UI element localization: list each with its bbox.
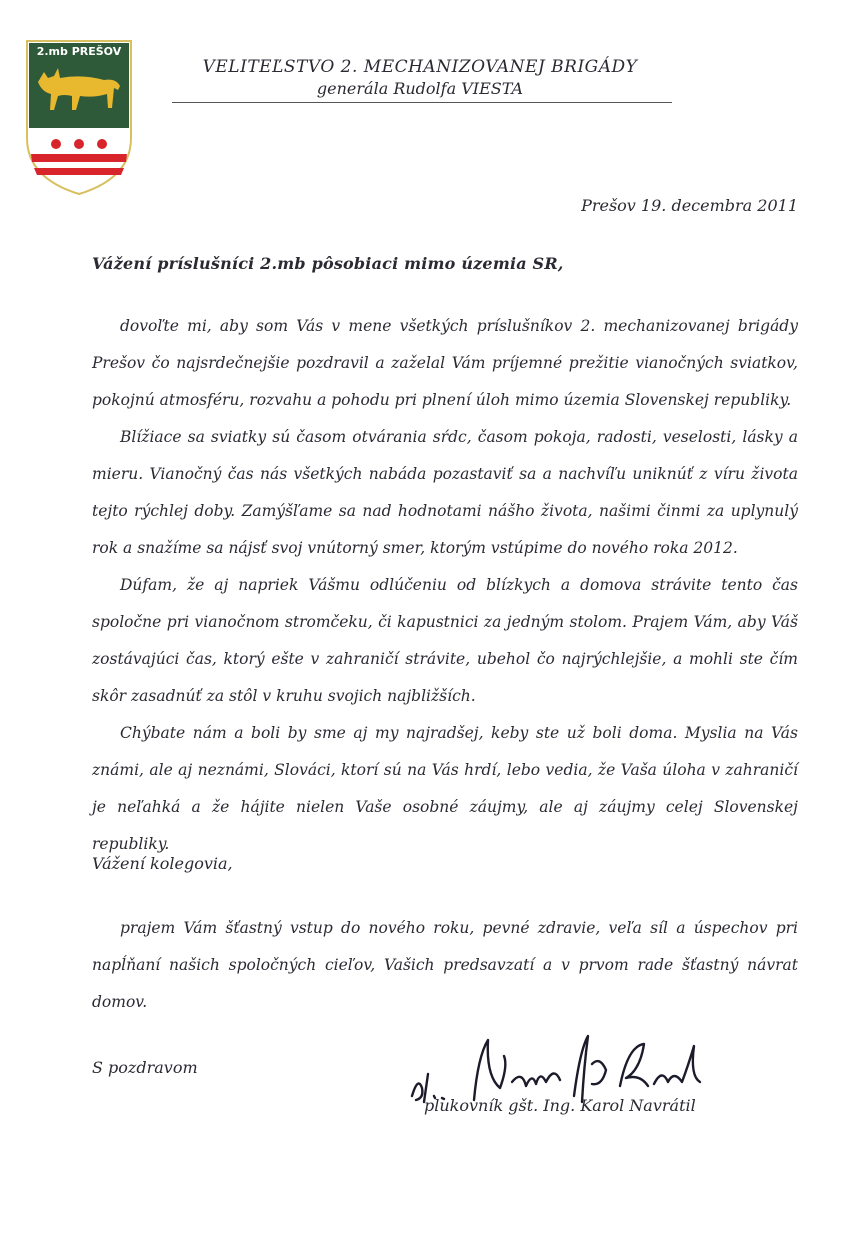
letterhead-rule [172, 102, 672, 103]
letterhead-title: VELITEĽSTVO 2. MECHANIZOVANEJ BRIGÁDY [202, 57, 638, 77]
sign-off: S pozdravom [92, 1058, 198, 1077]
letter-date: Prešov 19. decembra 2011 [581, 196, 798, 215]
lynx-crest-icon [24, 38, 134, 196]
letter-body [92, 308, 798, 863]
signer-name: plukovník gšt. Ing. Karol Navrátil [424, 1096, 696, 1115]
closing-paragraph: prajem Vám šťastný vstup do nového roku, pevné zdravie, veľa síl a úspechov pri napĺňaní našich spoločných cieľov, Vašich predsavzatí a v prvom rade šťastný návrat domov. [92, 919, 798, 1011]
salutation: Vážení príslušníci 2.mb pôsobiaci mimo územia SR, [92, 254, 564, 273]
body-paragraph-2: Blížiace sa sviatky sú časom otvárania sŕdc, časom pokoja, radosti, veselosti, lásky a mieru. Vianočný čas nás všetkých nabáda pozastaviť sa a nachvíľu uniknúť z víru života tejto rýchlej doby. Zamýšľame sa nad hodnotami nášho života, našimi činmi za uplynulý rok a snažíme sa nájsť svoj vnútorný smer, ktorým vstúpime do nového roka 2012. [92, 428, 798, 557]
body-paragraph-4: Chýbate nám a boli by sme aj my najradšej, keby ste už boli doma. Myslia na Vás známi, ale aj neznámi, Slováci, ktorí sú na Vás hrdí, lebo vedia, že Vaša úloha v zahraničí je neľahká a že hájite nielen Vaše osobné záujmy, ale aj záujmy celej Slovenskej republiky. [92, 724, 798, 853]
body-paragraph-1: dovoľte mi, aby som Vás v mene všetkých príslušníkov 2. mechanizovanej brigády Prešov čo najsrdečnejšie pozdravil a zaželal Vám príjemné prežitie vianočných sviatkov, pokojnú atmosféru, rozvahu a pohodu pri plnení úloh mimo územia Slovenskej republiky. [92, 317, 798, 409]
letterhead-subtitle: generála Rudolfa VIESTA [316, 79, 524, 98]
crest-label: 2.mb PREŠOV [36, 45, 122, 58]
body-paragraph-3: Dúfam, že aj napriek Vášmu odlúčeniu od blízkych a domova strávite tento čas spoločne pri vianočnom stromčeku, či kapustnici za jedným stolom. Prajem Vám, aby Váš zostávajúci čas, ktorý ešte v zahraničí strávite, ubehol čo najrýchlejšie, a mohli ste čím skôr zasadnúť za stôl v kruhu svojich najbližších. [92, 576, 798, 705]
letterhead [160, 56, 680, 103]
second-greeting: Vážení kolegovia, [92, 854, 233, 873]
